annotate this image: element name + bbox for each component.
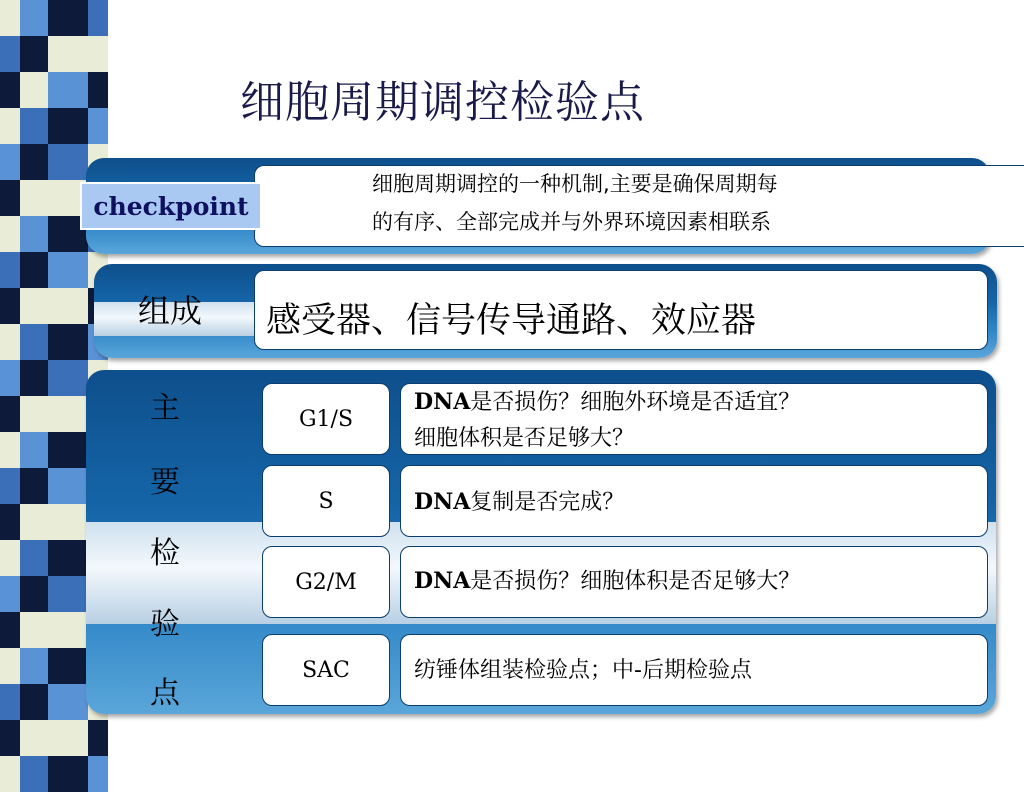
- composition-label: 组成: [138, 292, 203, 330]
- main-label-char: 检: [150, 536, 180, 571]
- main-label-char: 主: [150, 391, 180, 426]
- dna-prefix: DNA: [414, 489, 471, 515]
- question-g1s-line-1: [414, 386, 800, 419]
- question-text: 是否损伤？细胞体积是否足够大？: [470, 569, 801, 594]
- definition-line-2: 的有序、全部完成并与外界环境因素相联系: [372, 210, 771, 234]
- main-label-char: 验: [150, 607, 180, 642]
- question-g1s-line-2: 细胞体积是否足够大？: [414, 426, 635, 451]
- question-sac-line-1: 纺锤体组装检验点；中-后期检验点: [414, 658, 752, 683]
- main-label-char: 要: [150, 465, 180, 500]
- phase-box-s: [262, 465, 390, 537]
- question-g2m-line-1: [414, 565, 800, 598]
- dna-prefix: DNA: [414, 389, 471, 415]
- phase-box-g1s: [262, 383, 390, 455]
- phase-box-sac: [262, 634, 390, 706]
- page-title: 细胞周期调控检验点: [240, 77, 645, 128]
- composition-value: 感受器、信号传导通路、效应器: [266, 301, 757, 341]
- question-text: 是否损伤？细胞外环境是否适宜？: [470, 390, 801, 415]
- phase-label: SAC: [302, 657, 350, 683]
- checkpoint-term-badge: checkpoint: [80, 182, 262, 230]
- phase-label: G2/M: [295, 569, 357, 595]
- phase-box-g2m: [262, 546, 390, 618]
- phase-label: G1/S: [298, 406, 354, 432]
- dna-prefix: DNA: [414, 568, 471, 594]
- phase-label: S: [318, 488, 334, 514]
- question-text: 复制是否完成？: [470, 490, 625, 515]
- main-label-char: 点: [150, 676, 180, 711]
- definition-line-1: 细胞周期调控的一种机制,主要是确保周期每: [372, 172, 778, 196]
- question-s-line-1: [414, 486, 624, 519]
